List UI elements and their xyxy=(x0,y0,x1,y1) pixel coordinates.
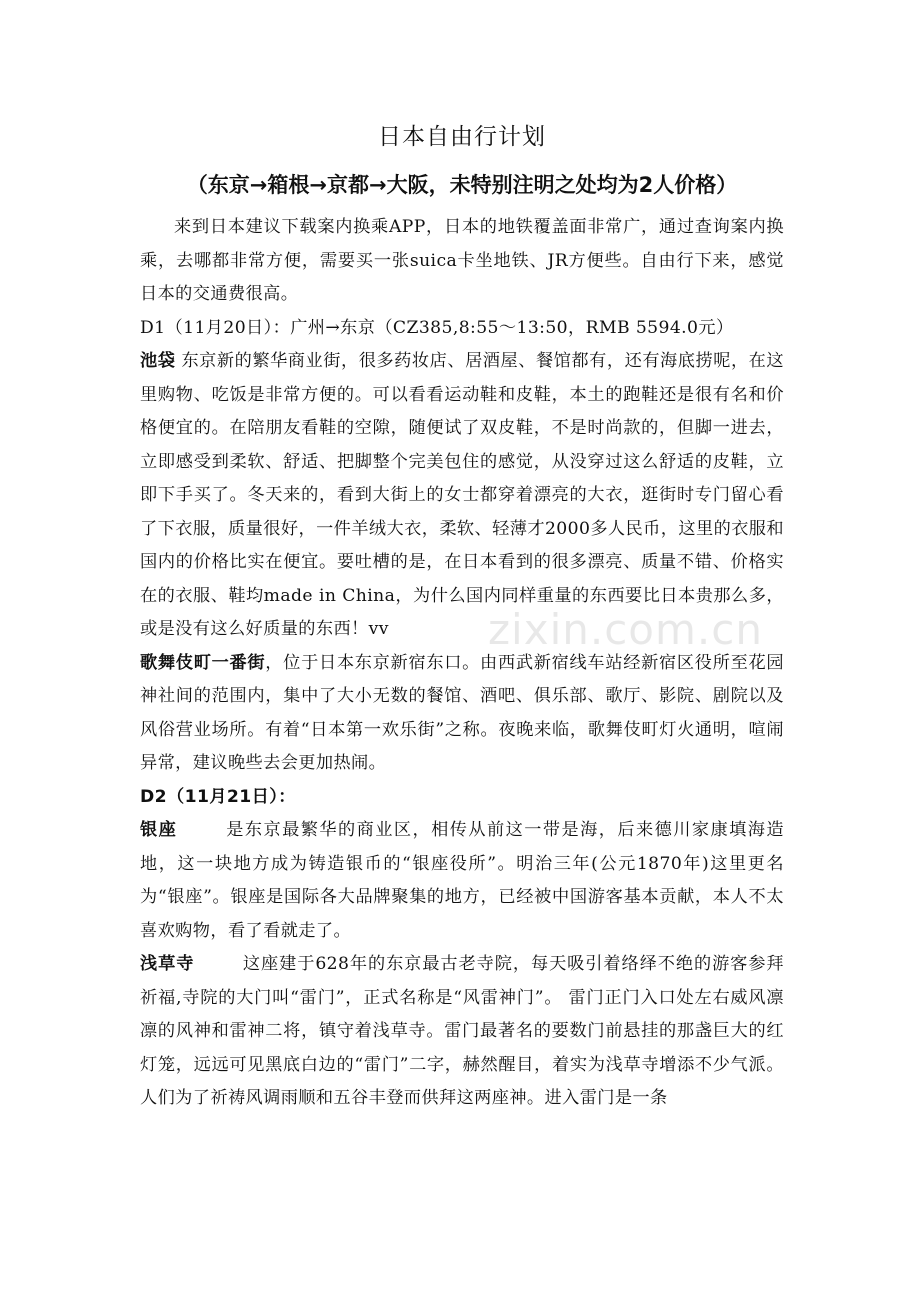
kabukicho-heading: 歌舞伎町一番街 xyxy=(140,652,266,673)
ikebukuro-paragraph xyxy=(140,345,784,647)
document-subtitle: （东京→箱根→京都→大阪，未特别注明之处均为2人价格） xyxy=(186,173,738,197)
watermark: zixin.com.cn xyxy=(488,605,763,654)
ginza-paragraph xyxy=(140,814,784,948)
ikebukuro-heading: 池袋 xyxy=(140,351,176,371)
intro-paragraph: 来到日本建议下载案内换乘APP，日本的地铁覆盖面非常广，通过查询案内换乘，去哪都非常方便，需要买一张suica卡坐地铁、JR方便些。自由行下来，感觉日本的交通费很高。 xyxy=(140,217,784,304)
ikebukuro-text: 东京新的繁华商业街，很多药妆店、居酒屋、餐馆都有，还有海底捞呢，在这里购物、吃饭是非常方便的。可以看看运动鞋和皮鞋，本土的跑鞋还是很有名和价格便宜的。在陪朋友看鞋的空隙，随便试了双皮鞋，不是时尚款的，但脚一进去，立即感受到柔软、舒适、把脚整个完美包住的感觉，从没穿过这么舒适的皮鞋，立即下手买了。冬天来的，看到大街上的女士都穿着漂亮的大衣，逛街时专门留心看了下衣服，质量很好，一件羊绒大衣，柔软、轻薄才2000多人民币，这里的衣服和国内的价格比实在便宜。要吐槽的是，在日本看到的很多漂亮、质量不错、价格实在的衣服、鞋均made in China，为什么国内同样重量的东西要比日本贵那么多，或是没有这么好质量的东西！vv xyxy=(140,351,784,639)
ginza-heading: 银座 xyxy=(140,820,178,840)
day2-heading: D2（11月21日）： xyxy=(140,786,296,807)
ginza-text: 是东京最繁华的商业区，相传从前这一带是海，后来德川家康填海造地，这一块地方成为铸造银币的“银座役所”。明治三年(公元1870年)这里更名为“银座”。银座是国际各大品牌聚集的地方，已经被中国游客基本贡献，本人不太喜欢购物，看了看就走了。 xyxy=(140,820,784,941)
day1-heading: D1（11月20日）：广州→东京（CZ385,8:55～13:50，RMB 5594.0元） xyxy=(140,317,734,338)
kabukicho-text: ，位于日本东京新宿东口。由西武新宿线车站经新宿区役所至花园神社间的范围内，集中了大小无数的餐馆、酒吧、俱乐部、歌厅、影院、剧院以及风俗营业场所。有着“日本第一欢乐街”之称。夜晚来临，歌舞伎町灯火通明，喧闹异常，建议晚些去会更加热闹。 xyxy=(140,652,784,773)
sensoji-heading: 浅草寺 xyxy=(140,954,195,974)
document-title: 日本自由行计划 xyxy=(378,124,546,150)
document-page xyxy=(140,118,784,1116)
sensoji-paragraph xyxy=(140,948,784,1116)
kabukicho-paragraph xyxy=(140,647,784,781)
sensoji-text: 这座建于628年的东京最古老寺院，每天吸引着络绎不绝的游客参拜祈福,寺院的大门叫“雷门”，正式名称是“风雷神门”。 雷门正门入口处左右威风凛凛的风神和雷神二将，镇守着浅草寺。雷门最著名的要数门前悬挂的那盏巨大的红灯笼，远远可见黑底白边的“雷门”二字，赫然醒目，着实为浅草寺增添不少气派。人们为了祈祷风调雨顺和五谷丰登而供拜这两座神。进入雷门是一条 xyxy=(140,954,784,1108)
